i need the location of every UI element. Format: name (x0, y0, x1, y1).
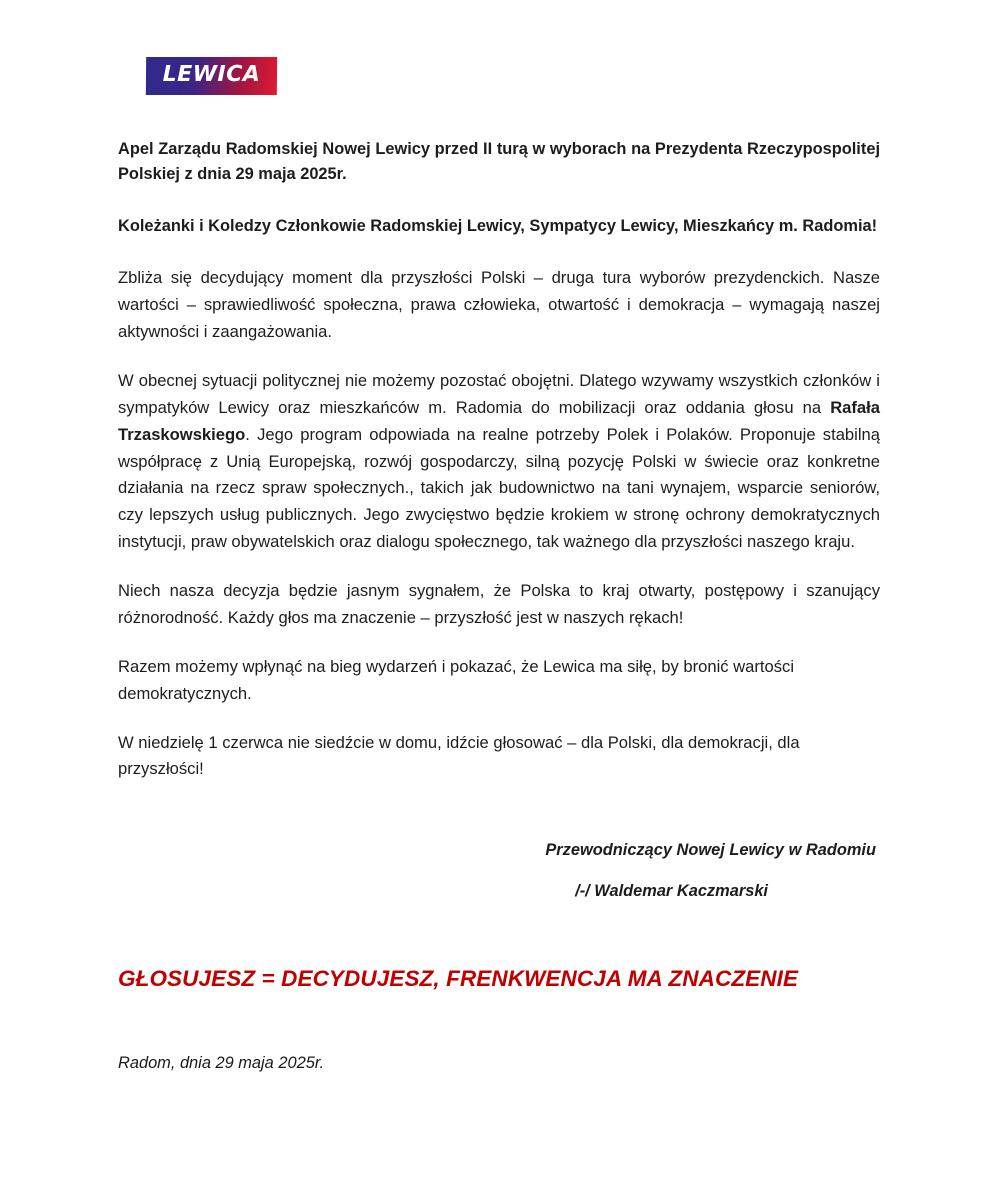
logo-badge (146, 57, 277, 95)
signature-block (118, 837, 880, 904)
paragraph-call-to-vote: W niedzielę 1 czerwca nie siedźcie w domu, idźcie głosować – dla Polski, dla demokracji, dla przyszłości! (118, 732, 800, 779)
paragraph-signal: Niech nasza decyzja będzie jasnym sygnałem, że Polska to kraj otwarty, postępowy i szanujący różnorodność. Każdy głos ma znaczenie – przyszłość jest w naszych rękach! (118, 581, 880, 627)
document-body (118, 137, 880, 1073)
lewica-logo (146, 57, 277, 95)
paragraph-intro: Zbliża się decydujący moment dla przyszłości Polski – druga tura wyborów prezydenckich. Nasze wartości – sprawiedliwość społeczna, prawa człowieka, otwartość i demokracja – wymagają naszej aktywności i zaangażowania. (118, 268, 880, 342)
slogan: GŁOSUJESZ = DECYDUJESZ, FRENKWENCJA MA ZNACZENIE (118, 966, 799, 992)
paragraph-together: Razem możemy wpłynąć na bieg wydarzeń i pokazać, że Lewica ma siłę, by bronić wartości demokratycznych. (118, 656, 795, 703)
document-salutation: Koleżanki i Koledzy Członkowie Radomskiej Lewicy, Sympatycy Lewicy, Mieszkańcy m. Radomia! (118, 216, 878, 235)
paragraph-main-part1: W obecnej sytuacji politycznej nie możemy pozostać obojętni. Dlatego wzywamy wszystkich członków i sympatyków Lewicy oraz mieszkańców m. Radomia do mobilizacji oraz oddania głosu na (118, 370, 880, 417)
place-and-date: Radom, dnia 29 maja 2025r. (118, 1054, 325, 1073)
signature-title: Przewodniczący Nowej Lewicy w Radomiu (545, 841, 876, 860)
paragraph-main (118, 368, 880, 556)
document-heading: Apel Zarządu Radomskiej Nowej Lewicy przed II turą w wyborach na Prezydenta Rzeczypospolitej Polskiej z dnia 29 maja 2025r. (118, 140, 880, 184)
paragraph-main-part2: . Jego program odpowiada na realne potrzeby Polek i Polaków. Proponuje stabilną współpracę z Unią Europejską, rozwój gospodarczy, silną pozycję Polski w świecie oraz konkretne działania na rzecz spraw społecznych., takich jak budownictwo na tani wynajem, wsparcie seniorów, czy lepszych usług publicznych. Jego zwycięstwo będzie krokiem w stronę ochrony demokratycznych instytucji, praw obywatelskich oraz dialogu społecznego, tak ważnego dla przyszłości naszego kraju. (118, 424, 880, 552)
candidate-name: Rafała Trzaskowskiego (118, 397, 880, 444)
signature-name: /-/ Waldemar Kaczmarski (575, 881, 768, 900)
logo-text: LEWICA (162, 62, 261, 87)
